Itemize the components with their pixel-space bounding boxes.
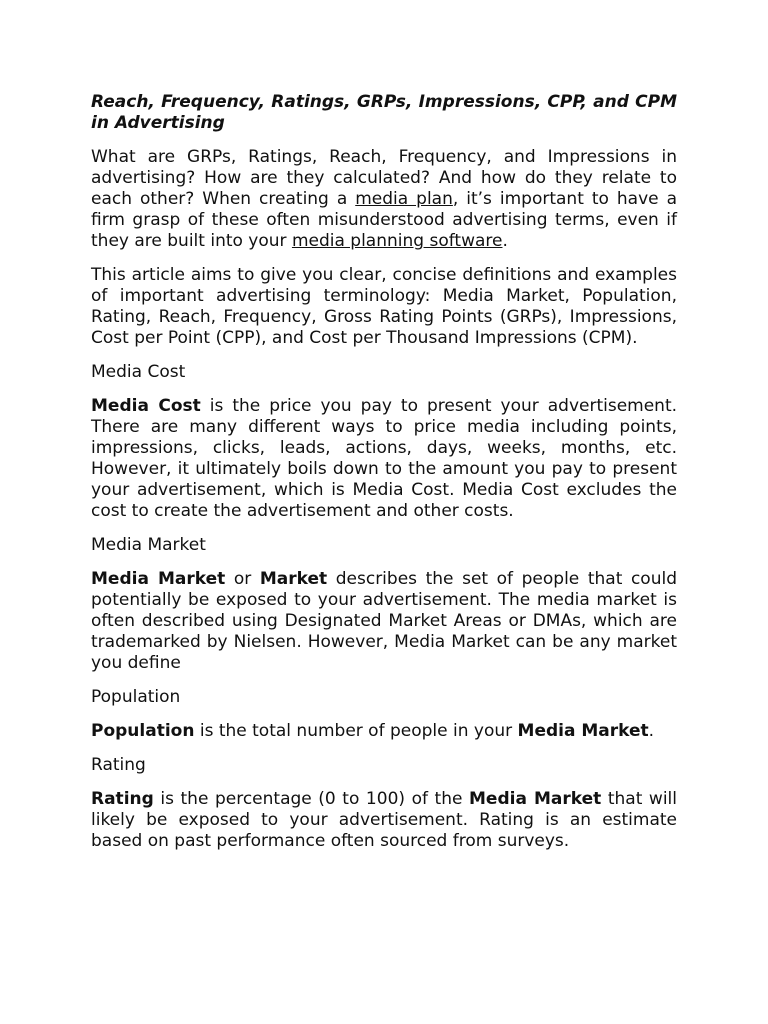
- media-cost-paragraph: [91, 396, 677, 522]
- intro-paragraph: [91, 147, 677, 252]
- article-aims-paragraph: This article aims to give you clear, concise definitions and examples of important advertising terminology: Media Market, Population, Rating, Reach, Frequency, Gross Rating Points (GRPs), Impressions, Cost per Point (CPP), and Cost per Thousand Impressions (CPM).: [91, 265, 677, 348]
- rating-heading: Rating: [91, 755, 146, 775]
- rating-media-market-term: Media Market: [469, 789, 602, 809]
- document-title: Reach, Frequency, Ratings, GRPs, Impressions, CPP, and CPM in Advertising: [91, 92, 677, 133]
- population-paragraph: [91, 721, 677, 742]
- media-planning-software-link[interactable]: media planning software: [291, 231, 503, 251]
- media-market-term: Media Market: [91, 569, 226, 589]
- population-term: Population: [91, 721, 195, 741]
- media-cost-heading: Media Cost: [91, 362, 186, 382]
- population-heading: Population: [91, 687, 181, 707]
- media-market-heading: Media Market: [91, 535, 206, 555]
- population-end: .: [648, 721, 655, 741]
- rating-paragraph: [91, 789, 677, 852]
- market-term: Market: [259, 569, 328, 589]
- media-cost-body: is the price you pay to present your advertisement. There are many different ways to price media including points, impressions, clicks, leads, actions, days, weeks, months, etc. However, it ultimately boils down to the amount you pay to present your advertisement, which is Media Cost. Media Cost excludes the cost to create the advertisement and other costs.: [91, 396, 678, 521]
- media-market-joiner: or: [225, 569, 260, 589]
- document-page: [91, 92, 677, 865]
- media-market-paragraph: [91, 569, 677, 674]
- intro-text-2: , it’s important to have a firm grasp of these often misunderstood advertising terms, even if they are built into your: [91, 189, 677, 251]
- rating-body-2: that will likely be exposed to your advertisement. Rating is an estimate based on past performance often sourced from surveys.: [91, 789, 678, 851]
- intro-text-1: What are GRPs, Ratings, Reach, Frequency, and Impressions in advertising? How are they calculated? And how do they relate to each other? When creating a: [91, 147, 677, 209]
- population-body: is the total number of people in your: [194, 721, 518, 741]
- intro-text-3: .: [502, 231, 508, 251]
- media-market-body: describes the set of people that could potentially be exposed to your advertisement. The media market is often described using Designated Market Areas or DMAs, which are trademarked by Nielsen. However, Media Market can be any market you define: [91, 569, 677, 673]
- population-media-market-term: Media Market: [517, 721, 649, 741]
- rating-body-1: is the percentage (0 to 100) of the: [153, 789, 469, 809]
- media-cost-term: Media Cost: [91, 396, 201, 416]
- media-plan-link[interactable]: media plan: [355, 189, 453, 209]
- rating-term: Rating: [91, 789, 154, 809]
